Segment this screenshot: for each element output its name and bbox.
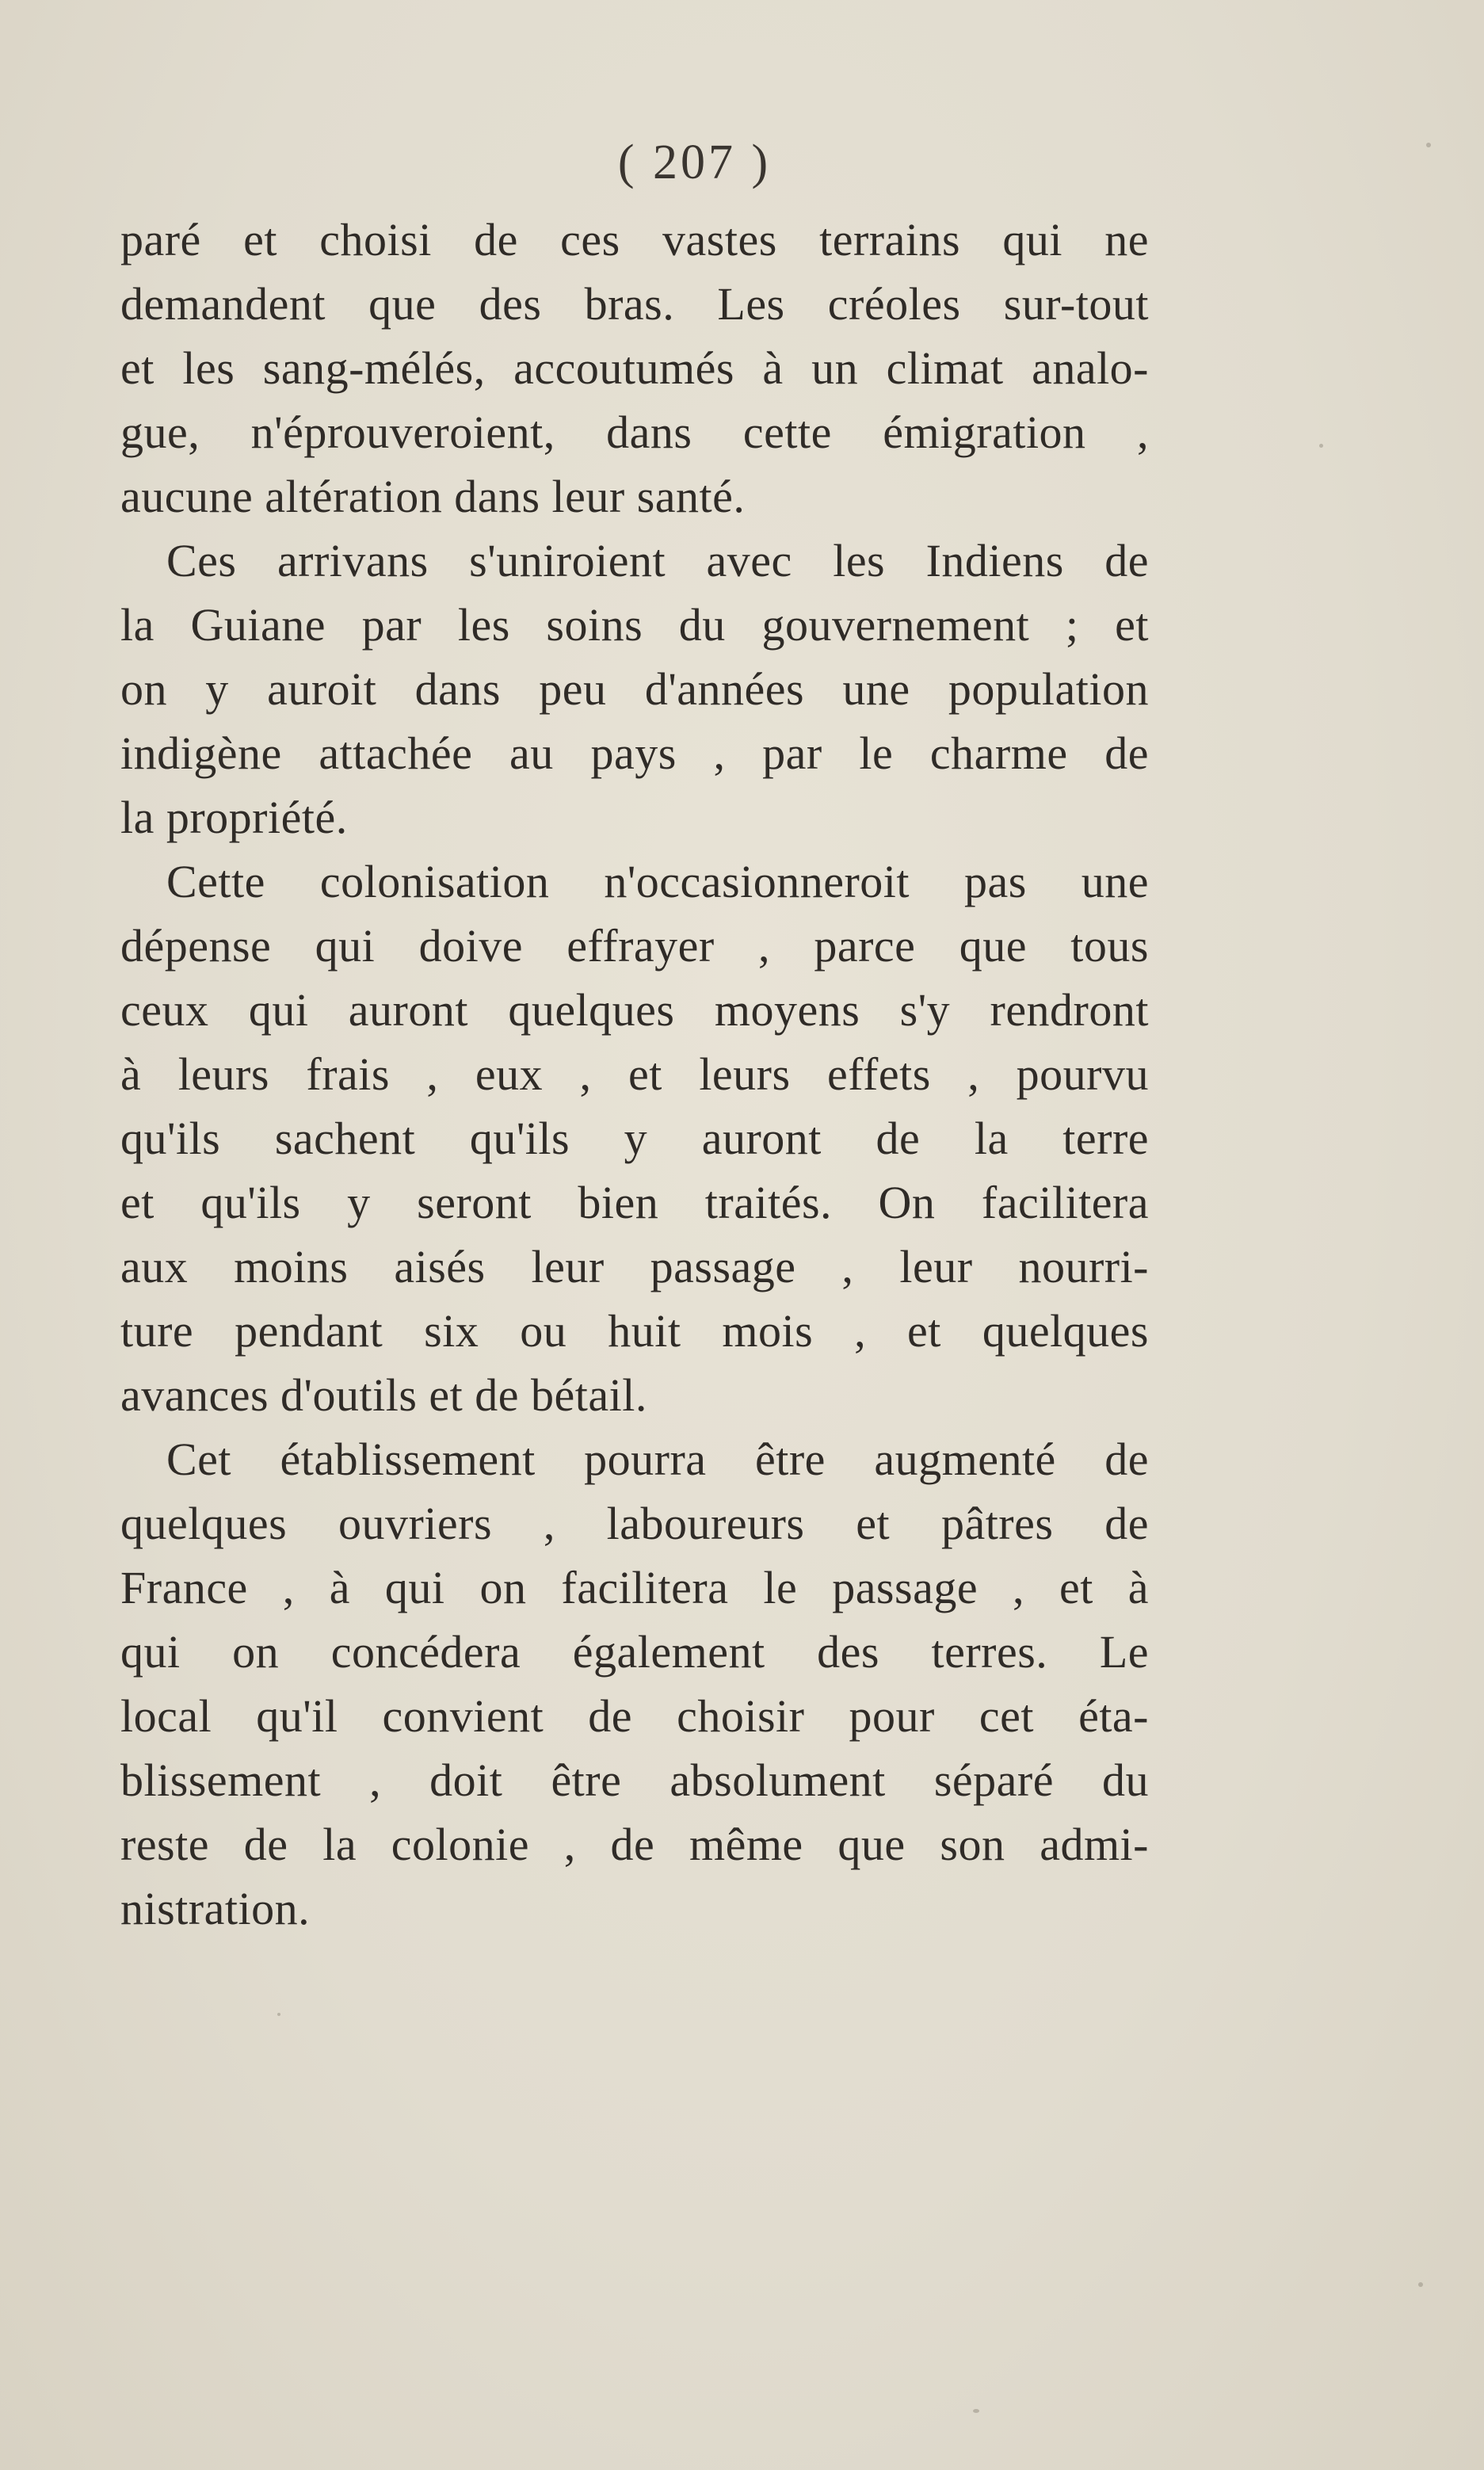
text-line: la propriété. xyxy=(120,792,348,843)
paper-speck xyxy=(1319,444,1323,448)
text-line: indigène attachée au pays , par le charme de xyxy=(120,727,1149,779)
paper-speck xyxy=(1426,143,1431,147)
text-line: Cet établissement pourra être augmenté de xyxy=(166,1434,1149,1485)
paper-speck xyxy=(973,2409,979,2413)
text-line: et qu'ils y seront bien traités. On facilitera xyxy=(120,1177,1149,1228)
page-number: ( 207 ) xyxy=(617,136,772,189)
text-line: gue, n'éprouveroient, dans cette émigration , xyxy=(120,407,1149,458)
body-text xyxy=(120,208,1149,1941)
paper-speck xyxy=(1418,2282,1423,2287)
text-line: ture pendant six ou huit mois , et quelques xyxy=(120,1305,1149,1357)
text-line: local qu'il convient de choisir pour cet éta- xyxy=(120,1690,1149,1742)
text-line: nistration. xyxy=(120,1883,311,1934)
text-line: la Guiane par les soins du gouvernement ; et xyxy=(120,599,1149,651)
text-line: ceux qui auront quelques moyens s'y rendront xyxy=(120,984,1149,1036)
paragraph xyxy=(120,208,1149,529)
text-line: Cette colonisation n'occasionneroit pas une xyxy=(166,856,1149,907)
text-line: aucune altération dans leur santé. xyxy=(120,471,746,522)
text-line: avances d'outils et de bétail. xyxy=(120,1369,647,1421)
text-line: France , à qui on facilitera le passage , et à xyxy=(120,1562,1149,1613)
paragraph xyxy=(120,1427,1149,1941)
text-line: quelques ouvriers , laboureurs et pâtres de xyxy=(120,1498,1149,1549)
text-line: dépense qui doive effrayer , parce que tous xyxy=(120,920,1149,972)
text-line: Ces arrivans s'uniroient avec les Indiens de xyxy=(166,535,1149,586)
text-line: aux moins aisés leur passage , leur nourri- xyxy=(120,1241,1149,1292)
paragraph xyxy=(120,529,1149,849)
text-line: blissement , doit être absolument séparé du xyxy=(120,1754,1149,1806)
paper-speck xyxy=(277,2013,280,2016)
paragraph xyxy=(120,849,1149,1427)
text-line: paré et choisi de ces vastes terrains qui ne xyxy=(120,214,1149,265)
text-line: on y auroit dans peu d'années une population xyxy=(120,663,1149,715)
text-line: qu'ils sachent qu'ils y auront de la terre xyxy=(120,1113,1149,1164)
text-line: à leurs frais , eux , et leurs effets , pourvu xyxy=(120,1048,1149,1100)
text-line: et les sang-mélés, accoutumés à un climat analo- xyxy=(120,342,1149,394)
text-line: demandent que des bras. Les créoles sur-tout xyxy=(120,278,1149,330)
text-line: qui on concédera également des terres. Le xyxy=(120,1626,1149,1678)
text-line: reste de la colonie , de même que son admi- xyxy=(120,1819,1149,1870)
